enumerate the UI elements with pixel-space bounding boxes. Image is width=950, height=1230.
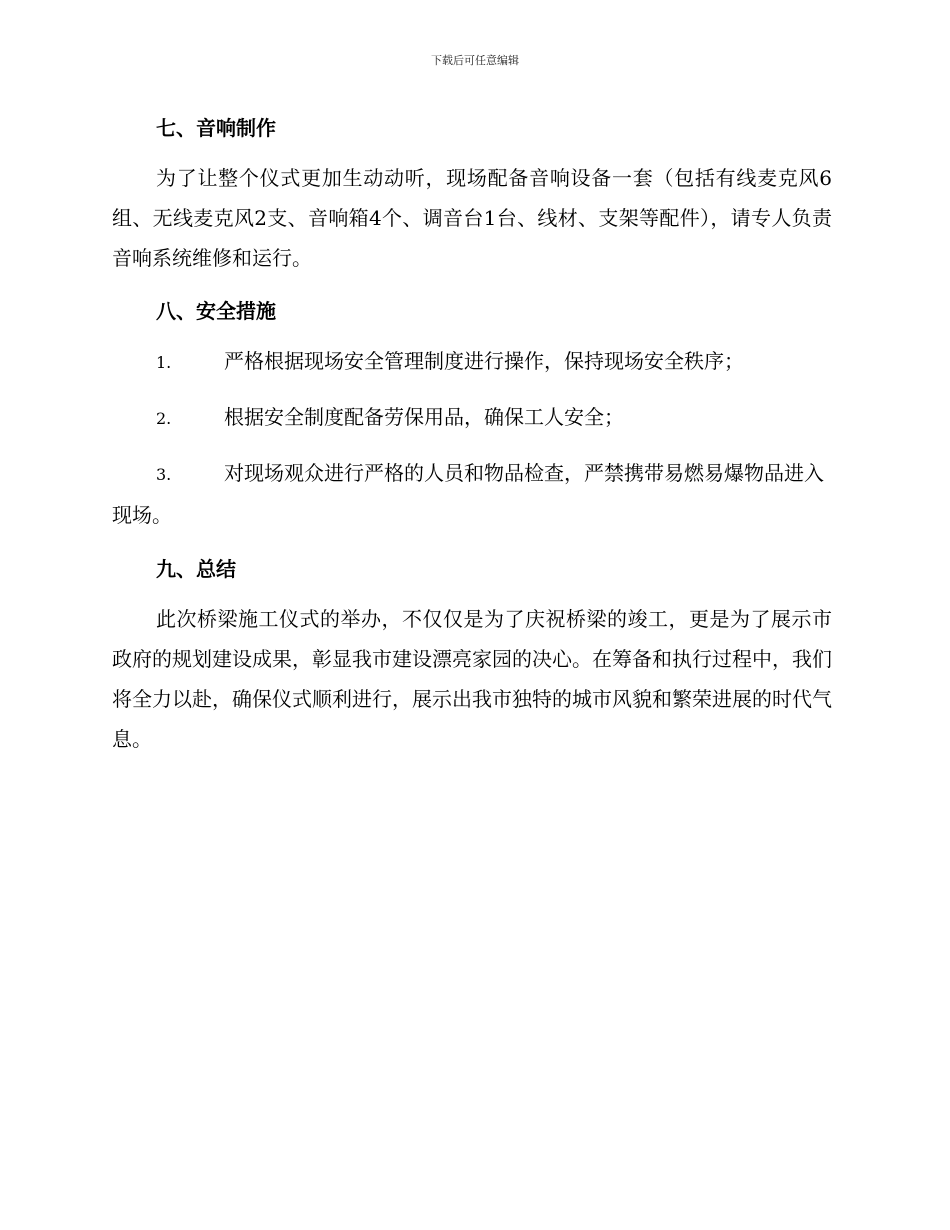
summary-paragraph: 此次桥梁施工仪式的举办，不仅仅是为了庆祝桥梁的竣工，更是为了展示市政府的规划建设成果，彰显我市建设漂亮家园的决心。在筹备和执行过程中，我们将全力以赴，确保仪式顺利进行，展示出我市独特的城市风貌和繁荣进展的时代气息。 [112,607,832,751]
document-body [112,108,832,772]
audio-paragraph: 为了让整个仪式更加生动动听，现场配备音响设备一套（包括有线麦克风6组、无线麦克风2支、音响箱4个、调音台1台、线材、支架等配件），请专人负责音响系统维修和运行。 [112,166,832,270]
list-number: 3. [156,465,172,484]
section-heading-summary: 九、总结 [156,557,236,581]
section-heading-safety: 八、安全措施 [156,299,276,323]
section-heading-audio: 七、音响制作 [156,116,276,140]
list-item [112,341,832,383]
list-number: 1. [156,353,172,372]
list-text: 根据安全制度配备劳保用品，确保工人安全； [224,405,624,429]
list-text: 严格根据现场安全管理制度进行操作，保持现场安全秩序； [224,349,744,373]
list-text: 对现场观众进行严格的人员和物品检查，严禁携带易燃易爆物品进入现场。 [112,461,824,527]
page-header: 下载后可任意编辑 [431,54,519,67]
list-number: 2. [156,409,172,428]
list-item [112,453,832,535]
list-item [112,397,832,439]
